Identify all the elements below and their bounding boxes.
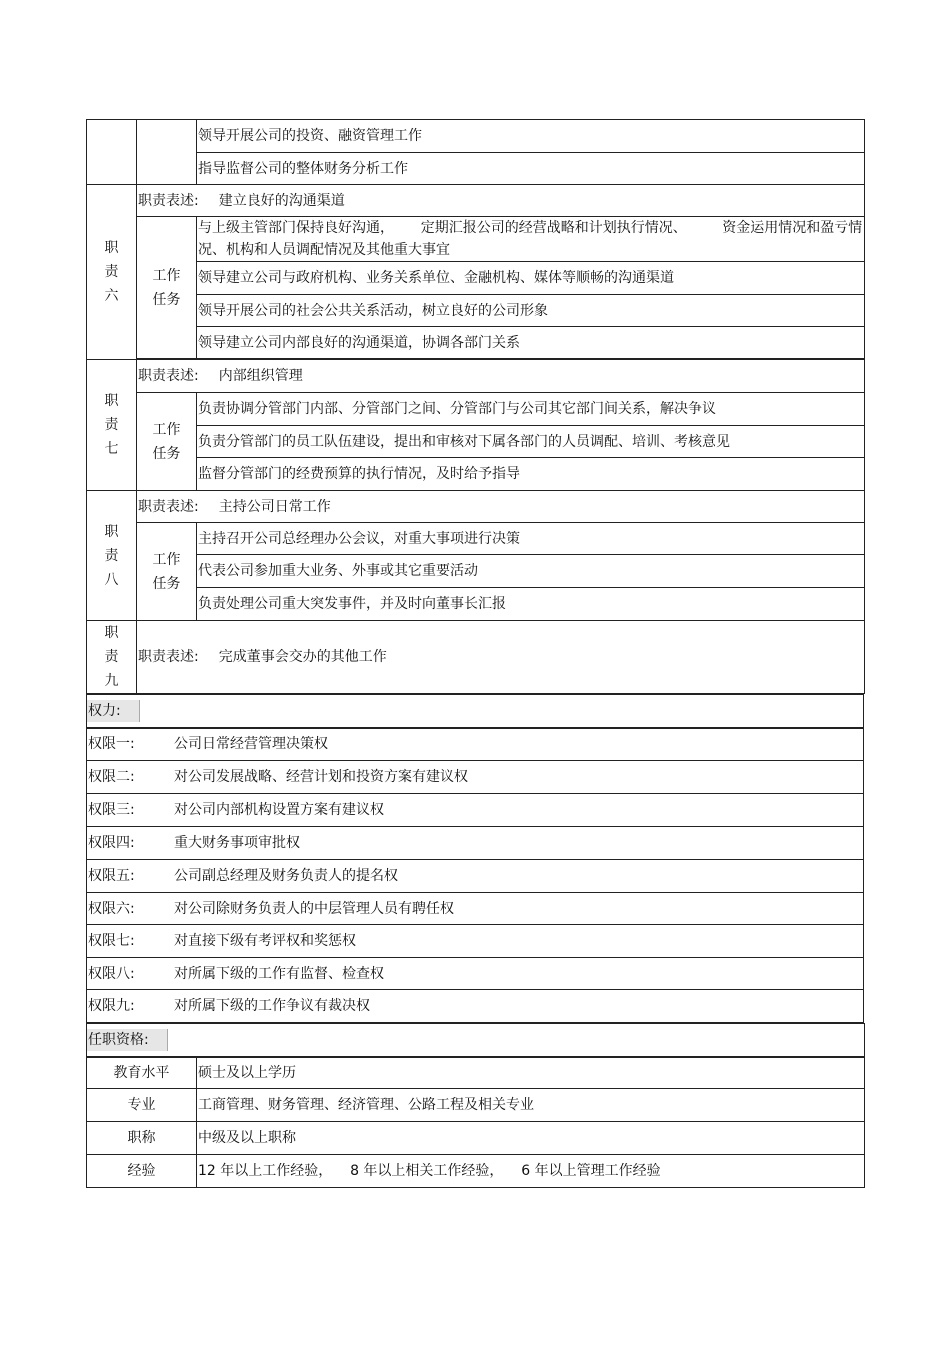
duty-label: 职 责 八 — [87, 491, 137, 621]
task-item: 负责处理公司重大突发事件，并及时向董事长汇报 — [197, 588, 865, 621]
qualification-value: 12 年以上工作经验， 8 年以上相关工作经验， 6 年以上管理工作经验 — [197, 1155, 865, 1188]
power-row: 权限三: 对公司内部机构设置方案有建议权 — [87, 794, 864, 827]
qualification-value: 工商管理、财务管理、经济管理、公路工程及相关专业 — [197, 1089, 865, 1122]
task-item: 负责分管部门的员工队伍建设，提出和审核对下属各部门的人员调配、培训、考核意见 — [197, 426, 865, 458]
power-row: 权限九: 对所属下级的工作争议有裁决权 — [87, 990, 864, 1023]
duty-label: 职 责 九 — [87, 621, 137, 694]
task-item: 负责协调分管部门内部、分管部门之间、分管部门与公司其它部门间关系，解决争议 — [197, 393, 865, 426]
task-item: 与上级主管部门保持良好沟通， 定期汇报公司的经营战略和计划执行情况、 资金运用情况和盈亏情况、机构和人员调配情况及其他重大事宜 — [197, 217, 865, 262]
duty-statement: 职责表述: 建立良好的沟通渠道 — [137, 185, 865, 217]
qualification-value: 硕士及以上学历 — [197, 1057, 865, 1089]
power-row: 权限四: 重大财务事项审批权 — [87, 827, 864, 860]
power-row: 权限六: 对公司除财务负责人的中层管理人员有聘任权 — [87, 893, 864, 925]
qualification-label: 教育水平 — [87, 1057, 197, 1089]
duty-statement: 职责表述: 内部组织管理 — [137, 360, 865, 393]
task-item: 领导建立公司与政府机构、业务关系单位、金融机构、媒体等顺畅的沟通渠道 — [197, 262, 865, 295]
task-item: 代表公司参加重大业务、外事或其它重要活动 — [197, 555, 865, 588]
task-item: 监督分管部门的经费预算的执行情况，及时给予指导 — [197, 458, 865, 491]
powers-table — [86, 694, 864, 1023]
power-row: 权限五: 公司副总经理及财务负责人的提名权 — [87, 860, 864, 893]
power-row: 权限二: 对公司发展战略、经营计划和投资方案有建议权 — [87, 761, 864, 794]
qualification-label: 经验 — [87, 1155, 197, 1188]
duty-statement: 职责表述: 主持公司日常工作 — [137, 491, 865, 523]
task-item: 领导开展公司的社会公共关系活动，树立良好的公司形象 — [197, 295, 865, 327]
task-item: 指导监督公司的整体财务分析工作 — [197, 153, 865, 185]
power-row: 权限七: 对直接下级有考评权和奖惩权 — [87, 925, 864, 958]
job-description-page — [86, 119, 864, 1188]
task-label: 工作 任务 — [137, 393, 197, 491]
duty-label: 职 责 七 — [87, 360, 137, 491]
task-item: 领导建立公司内部良好的沟通渠道，协调各部门关系 — [197, 327, 865, 359]
power-row: 权限一: 公司日常经营管理决策权 — [87, 728, 864, 761]
duty-label: 职 责 六 — [87, 185, 137, 360]
qualification-section-header: 任职资格: — [87, 1024, 865, 1057]
power-row: 权限八: 对所属下级的工作有监督、检查权 — [87, 958, 864, 990]
task-label: 工作 任务 — [137, 217, 197, 359]
task-item: 主持召开公司总经理办公会议，对重大事项进行决策 — [197, 523, 865, 555]
duties-table — [86, 119, 865, 694]
task-label: 工作 任务 — [137, 523, 197, 621]
qualification-label: 职称 — [87, 1122, 197, 1155]
duty-statement: 职责表述: 完成董事会交办的其他工作 — [137, 621, 865, 694]
qualifications-table — [86, 1023, 865, 1188]
qualification-label: 专业 — [87, 1089, 197, 1122]
power-section-header: 权力: — [87, 695, 864, 728]
task-item: 领导开展公司的投资、融资管理工作 — [197, 120, 865, 153]
qualification-value: 中级及以上职称 — [197, 1122, 865, 1155]
